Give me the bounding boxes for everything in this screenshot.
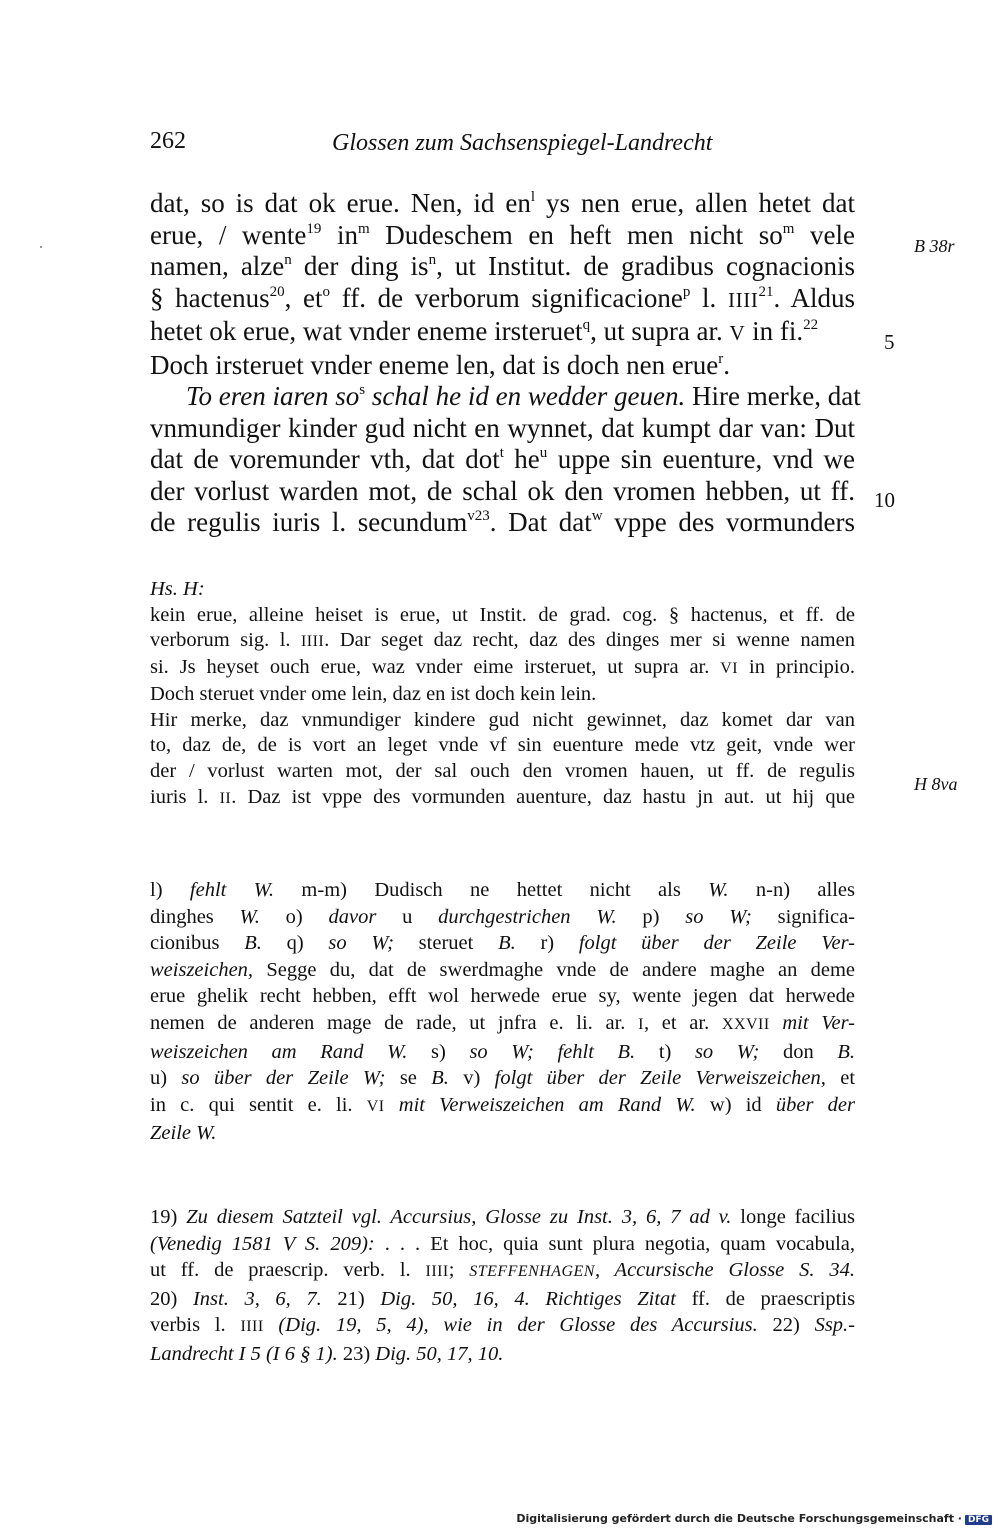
line-number-10: 10 (874, 488, 895, 512)
footnote-line: (Venedig 1581 V S. 209): . . . Et hoc, quia sunt plura negotia, quam vocabula, (150, 1232, 855, 1255)
hs-h-line: iuris l. II. Daz ist vppe des vormunden auenture, daz hastu jn aut. ut hij que (150, 785, 855, 808)
footnote-line: Landrecht I 5 (I 6 § 1). 23) Dig. 50, 17, 10. (150, 1342, 504, 1365)
dfg-credit-text: Digitalisierung gefördert durch die Deutsche Forschungsgemeinschaft · (516, 1512, 962, 1525)
hs-h-line: kein erue, alleine heiset is erue, ut Instit. de grad. cog. § hactenus, et ff. de (150, 603, 855, 626)
main-text (150, 188, 861, 539)
hs-h-line: Doch steruet vnder ome lein, daz en ist doch kein lein. (150, 682, 597, 705)
variant-line: nemen de anderen mage de rade, ut jnfra e. li. ar. I, et ar. XXVII mit Ver- (150, 1011, 856, 1034)
line-number-5: 5 (884, 330, 895, 354)
main-line: namen, alze$^n$ der ding $is^n$, ut Institut. de gradibus cognacionis (150, 251, 855, 281)
footnotes (150, 1204, 855, 1368)
dfg-credit (516, 1512, 992, 1525)
main-line: § hactenus$^{20}$, $et^o$ ff. de verborum significacione$^p$ l. IIII$^{21}$. Aldus (150, 282, 855, 313)
running-title: Glossen zum Sachsenspiegel-Landrecht (332, 130, 713, 156)
footnote-line: ut ff. de praescrip. verb. l. IIII; STEFFENHAGEN, Accursische Glosse S. 34. (150, 1259, 855, 1282)
variant-line: erue ghelik recht hebben, efft wol herwede erue sy, wente jegen dat herwede (150, 985, 855, 1008)
variant-line: weiszeichen, Segge du, dat de swerdmaghe vnde de andere maghe an deme (150, 958, 855, 981)
variant-line: l) fehlt W. m-m) Dudisch ne hettet nicht als W. n-n) alles (150, 879, 855, 901)
footnote-line: verbis l. IIII (Dig. 19, 5, 4), wie in der Glosse des Accursius. 22) Ssp.- (150, 1314, 855, 1337)
main-line: dat, so is dat ok erue. Nen, id $en^l$ ys nen erue, allen hetet dat (150, 188, 855, 218)
hs-h-line: to, daz de, de is vort an leget vnde vf sin euenture mede vtz geit, vnde wer (150, 734, 855, 757)
variant-apparatus (150, 877, 855, 1147)
hs-h-line: der / vorlust warten mot, der sal ouch den vromen hauen, ut ff. de regulis (150, 759, 855, 782)
main-line: vnmundiger kinder gud nicht en wynnet, dat kumpt dar van: Dut (150, 412, 855, 443)
main-line: To eren iaren $so^s$ schal he id en wedder geuen. Hire merke, dat (186, 381, 861, 411)
main-line: der vorlust warden mot, de schal ok den vromen hebben, ut ff. (150, 475, 855, 506)
main-line: Doch irsteruet vnder eneme len, dat is doch nen erue$^r$. (150, 349, 731, 380)
variant-line: weiszeichen am Rand W. s) so W; fehlt B. t) so W; don B. (150, 1040, 856, 1063)
footnote-line: 19) Zu diesem Satzteil vgl. Accursius, Glosse zu Inst. 3, 6, 7 ad v. longe facilius (150, 1206, 856, 1228)
variant-line: Zeile W. (150, 1122, 217, 1145)
scan-speck (40, 246, 42, 248)
dfg-logo-icon: DFG (965, 1515, 992, 1525)
margin-reference-h8va: H 8va (914, 774, 958, 794)
main-line: erue, / wente$^{19}$ $in^m$ Dudeschem en heft men nicht $so^m$ vele (150, 219, 855, 250)
main-line: de regulis iuris l. secundum$^{v23}$. Dat dat$^w$ vppe des vormunders (150, 507, 855, 537)
variant-line: dinghes W. o) davor u durchgestrichen W. p) so W; significa- (150, 905, 856, 928)
main-line: dat de voremunder vth, dat dot$^t$ $he^u$ uppe sin euenture, vnd we (150, 444, 856, 474)
variant-line: cionibus B. q) so W; steruet B. r) folgt über der Zeile Ver- (150, 932, 855, 955)
hs-h-heading: Hs. H: (150, 578, 205, 600)
hs-h-line: si. Js heyset ouch erue, waz vnder eime irsteruet, ut supra ar. VI in principio. (150, 656, 855, 679)
variant-line: in c. qui sentit e. li. VI mit Verweiszeichen am Rand W. w) id über der (150, 1093, 856, 1116)
hs-h-line: verborum sig. l. IIII. Dar seget daz recht, daz des dinges mer si wenne namen (150, 629, 855, 652)
hs-h-section (150, 577, 855, 811)
margin-reference-b38r: B 38r (914, 236, 955, 256)
main-line: hetet ok erue, wat vnder eneme irsteruet$^q$, ut supra ar. V in fi.$^{22}$ (150, 316, 819, 346)
hs-h-line: Hir merke, daz vnmundiger kindere gud nicht gewinnet, daz komet dar van (150, 708, 855, 731)
footnote-line: 20) Inst. 3, 6, 7. 21) Dig. 50, 16, 4. Richtiges Zitat ff. de praescriptis (150, 1287, 856, 1310)
page-number: 262 (150, 128, 186, 154)
variant-line: u) so über der Zeile W; se B. v) folgt über der Zeile Verweiszeichen, et (150, 1067, 856, 1090)
